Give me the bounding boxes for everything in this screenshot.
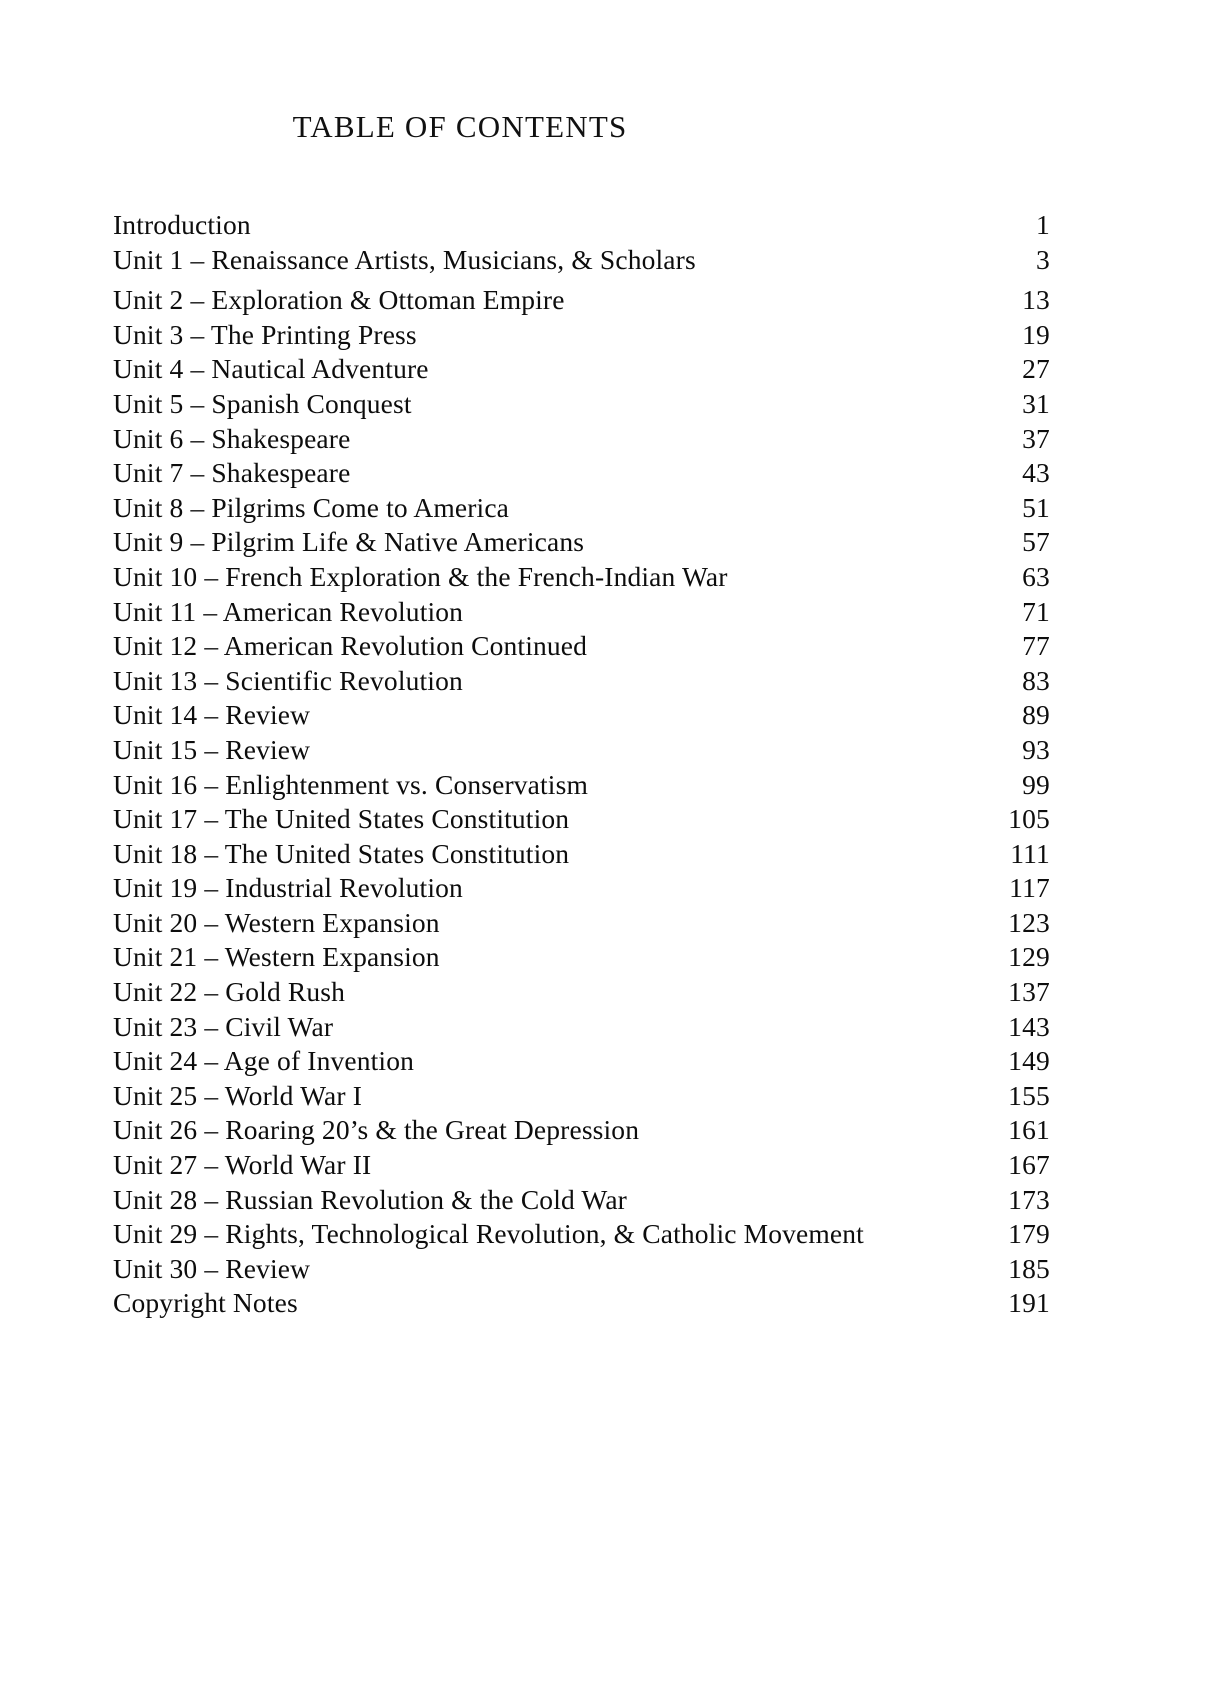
- toc-entry-page-number: 19: [1022, 318, 1050, 350]
- toc-entry-page-number: 105: [1008, 803, 1050, 835]
- toc-entry-page-number: 137: [1008, 976, 1050, 1008]
- toc-entry-title: Unit 26 – Roaring 20’s & the Great Depression: [113, 1114, 640, 1146]
- toc-entry-page-number: 99: [1022, 768, 1050, 800]
- toc-entry-page-number: 129: [1008, 941, 1050, 973]
- toc-entry-page-number: 167: [1008, 1149, 1050, 1181]
- toc-entry[interactable]: [113, 243, 1050, 278]
- toc-entry[interactable]: [113, 629, 1050, 664]
- toc-entry-title: Unit 29 – Rights, Technological Revolution, & Catholic Movement: [113, 1218, 864, 1250]
- toc-entry-page-number: 149: [1008, 1045, 1050, 1077]
- toc-entry[interactable]: [113, 1010, 1050, 1045]
- toc-entry-page-number: 117: [1009, 872, 1050, 904]
- toc-entry-page-number: 83: [1022, 664, 1050, 696]
- toc-entry-page-number: 77: [1022, 630, 1050, 662]
- toc-entry-title: Unit 25 – World War I: [113, 1079, 362, 1111]
- toc-entry[interactable]: [113, 871, 1050, 906]
- toc-entry-page-number: 191: [1008, 1287, 1050, 1319]
- toc-entry-page-number: 51: [1022, 491, 1050, 523]
- toc-entry-page-number: 123: [1008, 906, 1050, 938]
- toc-entry-title: Unit 15 – Review: [113, 733, 311, 765]
- toc-entry-page-number: 37: [1022, 422, 1050, 454]
- toc-entry[interactable]: [113, 283, 1050, 318]
- toc-entry-page-number: 71: [1022, 595, 1050, 627]
- toc-entry-page-number: 43: [1022, 457, 1050, 489]
- toc-entry-title: Unit 13 – Scientific Revolution: [113, 664, 463, 696]
- toc-entry[interactable]: [113, 906, 1050, 941]
- toc-entry-title: Unit 21 – Western Expansion: [113, 941, 440, 973]
- toc-entry[interactable]: [113, 560, 1050, 595]
- toc-entry[interactable]: [113, 491, 1050, 526]
- toc-entry[interactable]: [113, 733, 1050, 768]
- toc-entry-title: Unit 1 – Renaissance Artists, Musicians, & Scholars: [113, 243, 696, 275]
- toc-entry-title: Copyright Notes: [113, 1287, 298, 1319]
- toc-entry-page-number: 13: [1022, 284, 1050, 316]
- toc-entry-title: Unit 27 – World War II: [113, 1149, 372, 1181]
- toc-entry[interactable]: [113, 664, 1050, 699]
- toc-entry-page-number: 143: [1008, 1010, 1050, 1042]
- toc-entry-title: Unit 6 – Shakespeare: [113, 422, 351, 454]
- toc-entry-title: Unit 22 – Gold Rush: [113, 976, 346, 1008]
- toc-entry-page-number: 173: [1008, 1183, 1050, 1215]
- toc-entry[interactable]: [113, 768, 1050, 803]
- toc-entry-page-number: 89: [1022, 699, 1050, 731]
- toc-entry[interactable]: [113, 802, 1050, 837]
- toc-entry-page-number: 155: [1008, 1079, 1050, 1111]
- toc-entry[interactable]: [113, 1148, 1050, 1183]
- toc-entry-title: Unit 8 – Pilgrims Come to America: [113, 491, 510, 523]
- toc-entry[interactable]: [113, 318, 1050, 353]
- toc-entry-title: Unit 18 – The United States Constitution: [113, 837, 570, 869]
- toc-entry[interactable]: [113, 1113, 1050, 1148]
- toc-entry-title: Unit 14 – Review: [113, 699, 311, 731]
- toc-entry-title: Unit 12 – American Revolution Continued: [113, 630, 588, 662]
- toc-entry[interactable]: [113, 352, 1050, 387]
- toc-entry-page-number: 111: [1010, 837, 1050, 869]
- toc-entry[interactable]: [113, 1183, 1050, 1218]
- toc-entry[interactable]: [113, 387, 1050, 422]
- toc-entry-page-number: 27: [1022, 353, 1050, 385]
- toc-entry[interactable]: [113, 1044, 1050, 1079]
- table-of-contents-list: [113, 208, 1050, 1321]
- toc-entry-title: Unit 28 – Russian Revolution & the Cold War: [113, 1183, 627, 1215]
- toc-entry-page-number: 1: [1036, 209, 1050, 240]
- toc-entry[interactable]: [113, 208, 1050, 243]
- toc-entry-page-number: 3: [1036, 243, 1050, 275]
- toc-entry-page-number: 185: [1008, 1252, 1050, 1284]
- toc-entry-title: Unit 7 – Shakespeare: [113, 457, 351, 489]
- toc-entry-page-number: 179: [1008, 1218, 1050, 1250]
- toc-entry[interactable]: [113, 1286, 1050, 1321]
- toc-entry[interactable]: [113, 975, 1050, 1010]
- toc-entry-title: Unit 2 – Exploration & Ottoman Empire: [113, 284, 565, 316]
- toc-entry-page-number: 31: [1022, 387, 1050, 419]
- toc-entry-title: Introduction: [113, 209, 251, 240]
- page-title: TABLE OF CONTENTS: [292, 108, 628, 144]
- toc-entry-title: Unit 16 – Enlightenment vs. Conservatism: [113, 768, 588, 800]
- toc-entry-title: Unit 5 – Spanish Conquest: [113, 387, 412, 419]
- toc-entry-title: Unit 4 – Nautical Adventure: [113, 353, 429, 385]
- toc-entry-title: Unit 17 – The United States Constitution: [113, 803, 570, 835]
- toc-entry-title: Unit 23 – Civil War: [113, 1010, 334, 1042]
- toc-entry-title: Unit 24 – Age of Invention: [113, 1045, 415, 1077]
- toc-entry-page-number: 93: [1022, 733, 1050, 765]
- toc-entry-title: Unit 19 – Industrial Revolution: [113, 872, 463, 904]
- toc-entry-page-number: 161: [1008, 1114, 1050, 1146]
- toc-entry[interactable]: [113, 422, 1050, 457]
- toc-entry[interactable]: [113, 595, 1050, 630]
- toc-entry[interactable]: [113, 698, 1050, 733]
- toc-entry-title: Unit 10 – French Exploration & the French-Indian War: [113, 560, 728, 592]
- toc-entry-title: Unit 20 – Western Expansion: [113, 906, 440, 938]
- toc-entry[interactable]: [113, 1079, 1050, 1114]
- toc-entry-page-number: 57: [1022, 526, 1050, 558]
- toc-entry[interactable]: [113, 1217, 1050, 1252]
- toc-entry-page-number: 63: [1022, 560, 1050, 592]
- toc-entry-title: Unit 30 – Review: [113, 1252, 311, 1284]
- toc-entry[interactable]: [113, 456, 1050, 491]
- toc-entry[interactable]: [113, 837, 1050, 872]
- toc-entry-title: Unit 11 – American Revolution: [113, 595, 464, 627]
- toc-entry-title: Unit 9 – Pilgrim Life & Native Americans: [113, 526, 585, 558]
- toc-entry[interactable]: [113, 1252, 1050, 1287]
- toc-entry[interactable]: [113, 940, 1050, 975]
- toc-entry-title: Unit 3 – The Printing Press: [113, 318, 417, 350]
- toc-entry[interactable]: [113, 525, 1050, 560]
